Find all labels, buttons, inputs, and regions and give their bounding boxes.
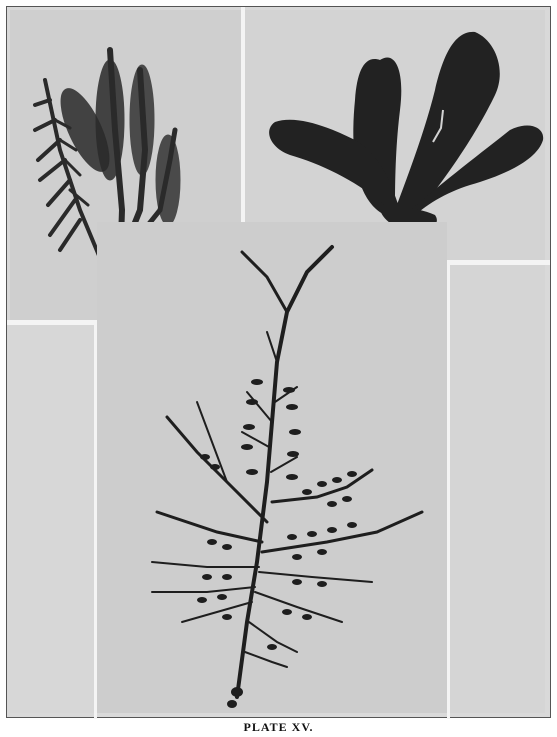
feathery-seaweed-icon: [97, 222, 447, 713]
blank-panel-right: [450, 265, 545, 713]
plate-caption: PLATE XV.: [243, 720, 314, 734]
plate-frame: [6, 6, 551, 718]
blank-panel-lower-left: [10, 325, 94, 713]
specimen-panel-lower-center: [97, 222, 447, 713]
